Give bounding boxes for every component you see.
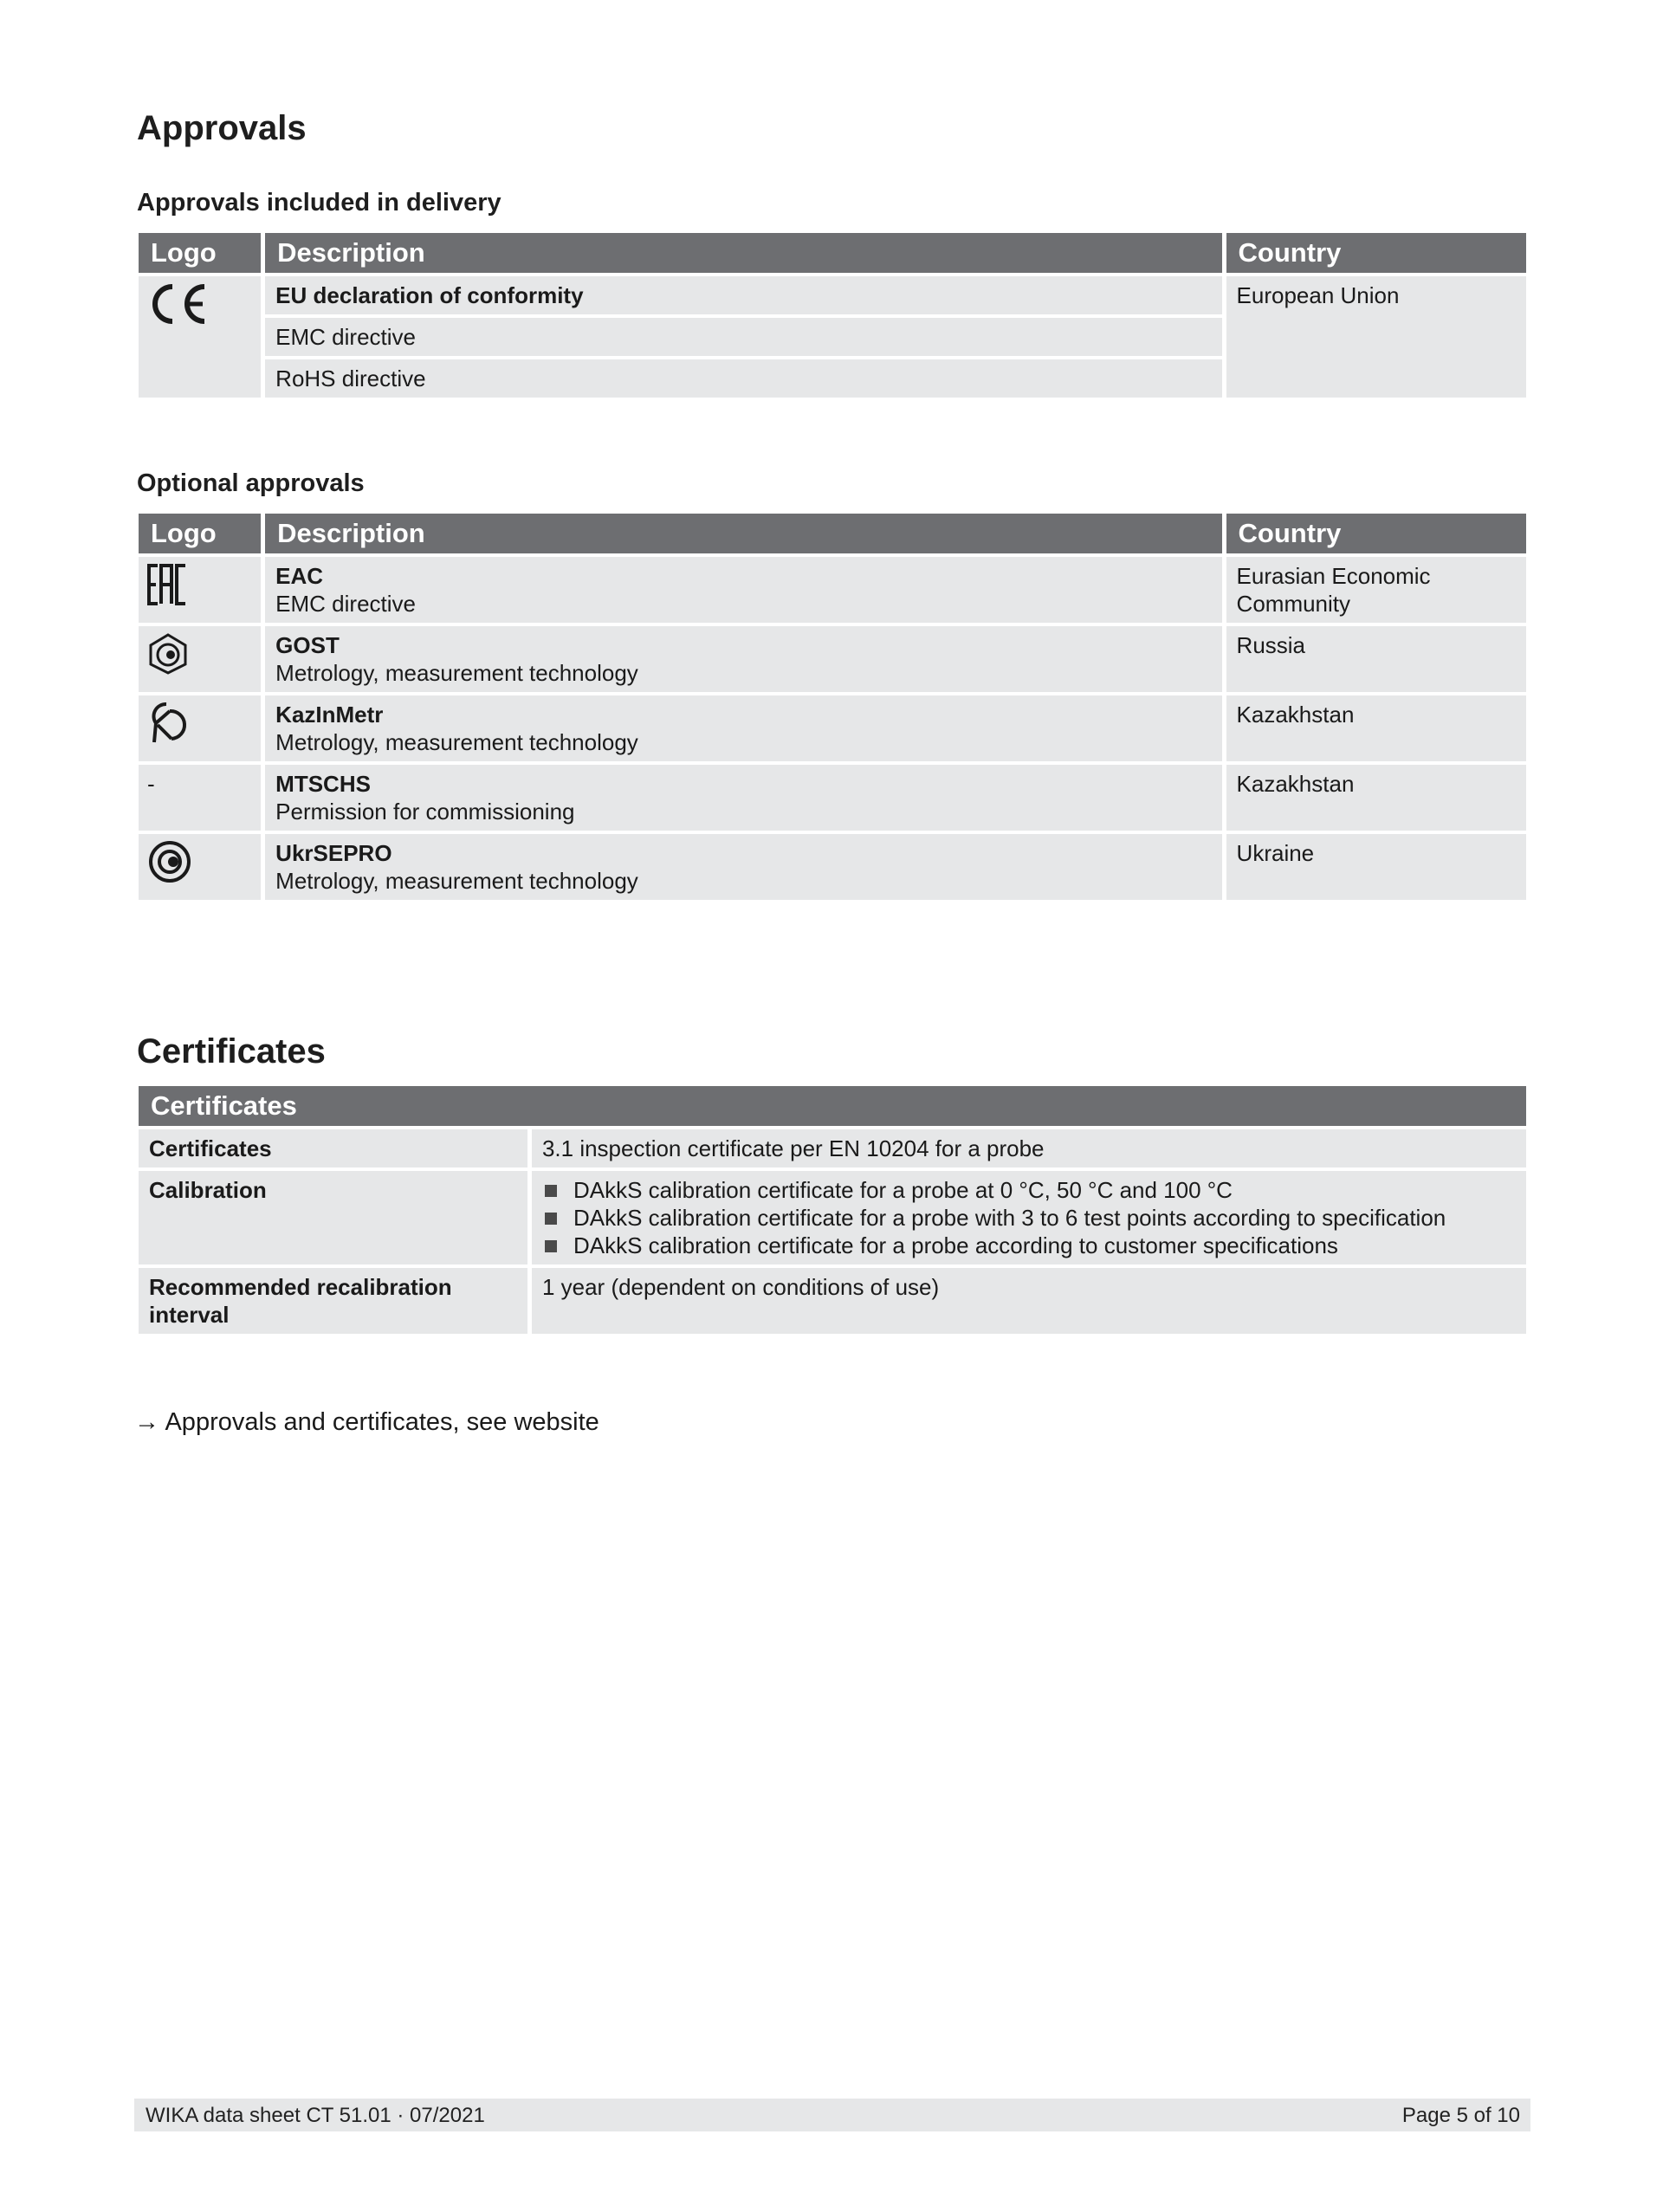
- row-value: 3.1 inspection certificate per EN 10204 for a probe: [532, 1129, 1526, 1167]
- table-row: [139, 1129, 1526, 1167]
- description-cell: EU declaration of conformity: [265, 276, 1221, 314]
- list-item: DAkkS calibration certificate for a probe at 0 °C, 50 °C and 100 °C: [542, 1176, 1516, 1204]
- row-value: 1 year (dependent on conditions of use): [532, 1268, 1526, 1334]
- approval-desc: Metrology, measurement technology: [275, 729, 638, 755]
- subheading-optional-approvals: Optional approvals: [137, 469, 365, 497]
- certificates-table: [134, 1083, 1530, 1337]
- description-cell: [265, 557, 1221, 623]
- table-header-row: [139, 233, 1526, 273]
- col-header-description: Description: [265, 514, 1221, 553]
- country-cell: Ukraine: [1226, 834, 1526, 900]
- col-header-description: Description: [265, 233, 1221, 273]
- approval-title: EAC: [275, 563, 324, 589]
- ce-mark-icon: [147, 281, 208, 327]
- section-heading-certificates: Certificates: [137, 1032, 326, 1070]
- approval-title: KazInMetr: [275, 702, 384, 728]
- logo-cell: [139, 557, 261, 623]
- description-cell: [265, 695, 1221, 761]
- eac-mark-icon: [147, 562, 189, 607]
- country-cell: European Union: [1226, 276, 1526, 398]
- approval-desc: Metrology, measurement technology: [275, 868, 638, 894]
- description-cell: EMC directive: [265, 318, 1221, 356]
- approval-title: GOST: [275, 632, 340, 658]
- table-header-row: [139, 514, 1526, 553]
- website-note-text: Approvals and certificates, see website: [165, 1408, 599, 1436]
- section-heading-approvals: Approvals: [137, 109, 307, 147]
- table-row: [139, 834, 1526, 900]
- table-row: [139, 626, 1526, 692]
- country-cell: Kazakhstan: [1226, 695, 1526, 761]
- footer-page-number: Page 5 of 10: [1401, 2104, 1520, 2127]
- approvals-included-table: [134, 230, 1530, 401]
- description-cell: [265, 626, 1221, 692]
- col-header-logo: Logo: [139, 514, 261, 553]
- table-row: [139, 695, 1526, 761]
- table-row: [139, 276, 1526, 314]
- gost-mark-icon: [147, 631, 189, 676]
- subheading-approvals-included: Approvals included in delivery: [137, 189, 501, 217]
- calibration-list: [542, 1176, 1516, 1259]
- description-cell: RoHS directive: [265, 359, 1221, 398]
- approval-title: UkrSEPRO: [275, 840, 392, 866]
- col-header-logo: Logo: [139, 233, 261, 273]
- approval-desc: Metrology, measurement technology: [275, 660, 638, 686]
- description-cell: [265, 765, 1221, 831]
- footer-datasheet: WIKA data sheet CT 51.01 · 07/2021: [146, 2104, 485, 2127]
- row-label: Certificates: [139, 1129, 527, 1167]
- col-header-country: Country: [1226, 233, 1526, 273]
- country-cell: Russia: [1226, 626, 1526, 692]
- arrow-icon: →: [134, 1408, 159, 1436]
- kazinmetr-mark-icon: [147, 701, 189, 746]
- table-row: [139, 557, 1526, 623]
- country-cell: Eurasian Economic Community: [1226, 557, 1526, 623]
- approval-desc: EMC directive: [275, 591, 416, 617]
- ukrsepro-mark-icon: [147, 839, 192, 884]
- table-header-row: [139, 1086, 1526, 1126]
- logo-cell: [139, 695, 261, 761]
- country-cell: Kazakhstan: [1226, 765, 1526, 831]
- row-value: [532, 1171, 1526, 1264]
- logo-cell: [139, 276, 261, 398]
- list-item: DAkkS calibration certificate for a probe with 3 to 6 test points according to specification: [542, 1204, 1516, 1232]
- logo-cell: [139, 626, 261, 692]
- col-header-country: Country: [1226, 514, 1526, 553]
- website-note: [134, 1408, 599, 1437]
- approval-title: MTSCHS: [275, 771, 371, 797]
- logo-cell: [139, 834, 261, 900]
- logo-cell: -: [139, 765, 261, 831]
- table-row: [139, 1268, 1526, 1334]
- table-header: Certificates: [139, 1086, 1526, 1126]
- description-cell: [265, 834, 1221, 900]
- approval-desc: Permission for commissioning: [275, 799, 575, 825]
- row-label: Recommended recalibration interval: [139, 1268, 527, 1334]
- table-row: [139, 1171, 1526, 1264]
- page-footer: [134, 2099, 1530, 2131]
- table-row: [139, 765, 1526, 831]
- list-item: DAkkS calibration certificate for a probe according to customer specifications: [542, 1232, 1516, 1259]
- row-label: Calibration: [139, 1171, 527, 1264]
- optional-approvals-table: [134, 510, 1530, 903]
